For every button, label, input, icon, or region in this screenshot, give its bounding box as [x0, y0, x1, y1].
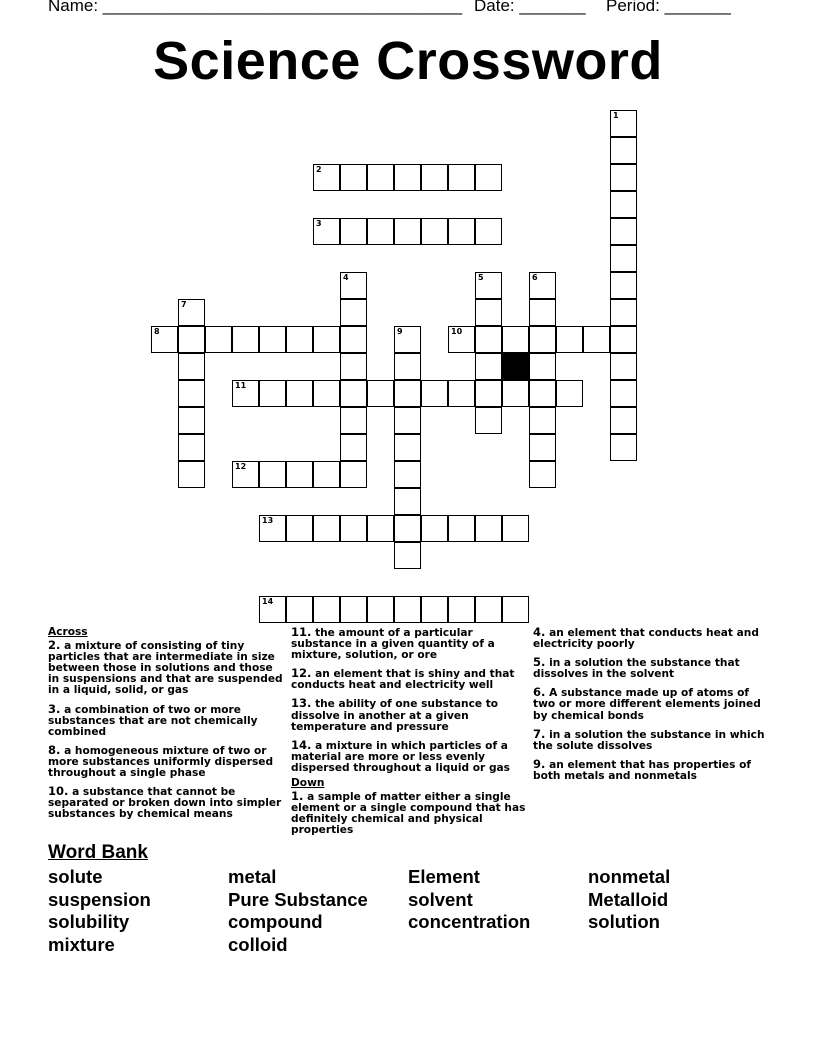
crossword-cell[interactable] — [367, 596, 394, 623]
crossword-cell[interactable] — [394, 164, 421, 191]
clue-down-9 — [533, 756, 769, 782]
clue-number-label: 7 — [181, 300, 187, 309]
name-field[interactable]: Name: ______________________________________ — [48, 0, 463, 15]
crossword-cell[interactable] — [367, 218, 394, 245]
crossword-cell[interactable] — [610, 407, 637, 434]
clue-number: 1. — [291, 789, 304, 804]
crossword-cell[interactable] — [313, 218, 340, 245]
crossword-cell[interactable] — [448, 164, 475, 191]
clue-number-label: 4 — [343, 273, 349, 282]
crossword-cell[interactable] — [313, 380, 340, 407]
clue-number-label: 11 — [235, 381, 247, 390]
crossword-cell[interactable] — [232, 326, 259, 353]
clue-number: 5. — [533, 655, 546, 670]
crossword-cell[interactable] — [610, 434, 637, 461]
clue-across-12 — [291, 668, 527, 691]
blocked-cell — [502, 353, 529, 380]
crossword-cell[interactable] — [610, 353, 637, 380]
crossword-cell[interactable] — [610, 245, 637, 272]
crossword-cell[interactable] — [421, 596, 448, 623]
clue-number-label: 12 — [235, 462, 247, 471]
clue-number: 9. — [533, 756, 546, 771]
crossword-cell[interactable] — [529, 434, 556, 461]
crossword-cell[interactable] — [394, 380, 421, 407]
crossword-cell[interactable] — [178, 353, 205, 380]
clue-number: 4. — [533, 625, 546, 639]
crossword-cell[interactable] — [502, 380, 529, 407]
crossword-cell[interactable] — [286, 515, 313, 542]
crossword-cell[interactable] — [313, 461, 340, 488]
clue-text: a mixture of consisting of tiny particles that are intermediate in size between those in solutions and those in suspensions and that are suspended in a liquid, solid, or gas — [48, 640, 283, 697]
crossword-cell[interactable] — [475, 326, 502, 353]
crossword-cell[interactable] — [448, 596, 475, 623]
crossword-cell[interactable] — [340, 434, 367, 461]
crossword-cell[interactable] — [340, 461, 367, 488]
crossword-cell[interactable] — [394, 542, 421, 569]
word-bank-item: solubility — [48, 911, 130, 932]
clue-down-5 — [533, 657, 769, 680]
crossword-cell[interactable] — [394, 407, 421, 434]
clue-text: an element that has properties of both metals and nonmetals — [533, 758, 751, 782]
crossword-cell[interactable] — [340, 272, 367, 299]
clue-number: 10. — [48, 784, 69, 799]
clue-text: a substance that cannot be separated or broken down into simpler substances by chemical means — [48, 786, 282, 821]
clue-text: a mixture in which particles of a material are more or less evenly dispersed throughout a liquid or gas — [291, 739, 510, 774]
crossword-cell[interactable] — [205, 326, 232, 353]
crossword-cell[interactable] — [232, 380, 259, 407]
date-field[interactable]: Date: _______ — [474, 0, 586, 15]
crossword-cell[interactable] — [259, 380, 286, 407]
crossword-cell[interactable] — [475, 596, 502, 623]
clue-number-label: 5 — [478, 273, 484, 282]
word-bank-title: Word Bank — [48, 842, 148, 863]
clue-number: 6. — [533, 685, 546, 700]
clue-number-label: 14 — [262, 597, 274, 606]
crossword-cell[interactable] — [475, 380, 502, 407]
word-bank-item: solvent — [408, 888, 473, 910]
clue-number: 14. — [291, 737, 312, 752]
crossword-cell[interactable] — [475, 353, 502, 380]
crossword-cell[interactable] — [394, 461, 421, 488]
clue-number: 2. — [48, 638, 61, 653]
clue-across-14 — [291, 737, 527, 774]
crossword-cell[interactable] — [502, 515, 529, 542]
clues-column-1 — [48, 627, 284, 827]
crossword-cell[interactable] — [610, 137, 637, 164]
word-bank-item: mixture — [48, 933, 115, 955]
crossword-cell[interactable] — [394, 515, 421, 542]
crossword-cell[interactable] — [475, 407, 502, 434]
clue-across-8 — [48, 742, 284, 780]
crossword-cell[interactable] — [286, 380, 313, 407]
clue-across-3 — [48, 701, 284, 738]
word-bank-item: solute — [48, 866, 103, 887]
crossword-cell[interactable] — [529, 326, 556, 353]
word-bank-item: Metalloid — [588, 888, 669, 910]
clue-down-6 — [533, 687, 769, 721]
clue-number-label: 9 — [397, 327, 403, 336]
crossword-cell[interactable] — [394, 488, 421, 515]
crossword-cell[interactable] — [367, 515, 394, 542]
crossword-cell[interactable] — [394, 434, 421, 461]
clue-number: 8. — [48, 742, 61, 757]
crossword-cell[interactable] — [475, 299, 502, 326]
crossword-cell[interactable] — [286, 326, 313, 353]
crossword-cell[interactable] — [394, 218, 421, 245]
crossword-cell[interactable] — [259, 596, 286, 623]
word-bank-item: Pure Substance — [228, 888, 368, 910]
crossword-cell[interactable] — [259, 461, 286, 488]
clue-down-1 — [291, 791, 527, 836]
word-bank-item: solution — [588, 911, 660, 932]
crossword-cell[interactable] — [340, 515, 367, 542]
crossword-cell[interactable] — [259, 515, 286, 542]
clue-across-10 — [48, 786, 284, 820]
crossword-cell[interactable] — [394, 596, 421, 623]
clue-text: in a solution the substance that dissolves in the solvent — [533, 657, 740, 681]
clue-number-label: 2 — [316, 165, 322, 174]
crossword-cell[interactable] — [421, 380, 448, 407]
word-bank-item: concentration — [408, 911, 531, 932]
clue-across-2 — [48, 640, 284, 696]
clue-down-4 — [533, 627, 769, 650]
crossword-cell[interactable] — [448, 326, 475, 353]
crossword-cell[interactable] — [340, 164, 367, 191]
crossword-cell[interactable] — [313, 596, 340, 623]
clue-number: 13. — [291, 696, 312, 711]
crossword-cell[interactable] — [610, 326, 637, 353]
clues-column-3 — [533, 627, 769, 789]
clue-across-13 — [291, 698, 527, 732]
crossword-cell[interactable] — [610, 380, 637, 407]
crossword-cell[interactable] — [610, 272, 637, 299]
clue-text: a homogeneous mixture of two or more substances uniformly dispersed throughout a single phase — [48, 744, 274, 780]
clue-text: an element that is shiny and that conducts heat and electricity well — [291, 668, 515, 692]
crossword-cell[interactable] — [529, 380, 556, 407]
crossword-cell[interactable] — [421, 515, 448, 542]
crossword-cell[interactable] — [448, 218, 475, 245]
crossword-cell[interactable] — [313, 326, 340, 353]
crossword-cell[interactable] — [367, 380, 394, 407]
word-bank-item: suspension — [48, 888, 151, 910]
crossword-cell[interactable] — [556, 326, 583, 353]
crossword-cell[interactable] — [286, 596, 313, 623]
crossword-cell[interactable] — [340, 380, 367, 407]
clue-number: 3. — [48, 701, 61, 716]
clue-text: an element that conducts heat and electricity poorly — [533, 627, 759, 651]
crossword-cell[interactable] — [340, 299, 367, 326]
crossword-cell[interactable] — [151, 326, 178, 353]
crossword-cell[interactable] — [394, 353, 421, 380]
down-heading: Down — [291, 777, 325, 790]
crossword-cell[interactable] — [394, 326, 421, 353]
crossword-cell[interactable] — [610, 218, 637, 245]
clue-number-label: 13 — [262, 516, 274, 525]
clue-number-label: 10 — [451, 327, 463, 336]
crossword-cell[interactable] — [529, 272, 556, 299]
clues-column-2 — [291, 627, 527, 844]
period-field[interactable]: Period: _______ — [606, 0, 731, 15]
crossword-cell[interactable] — [232, 461, 259, 488]
crossword-cell[interactable] — [340, 326, 367, 353]
crossword-cell[interactable] — [340, 407, 367, 434]
crossword-cell[interactable] — [421, 218, 448, 245]
crossword-cell[interactable] — [529, 461, 556, 488]
clue-text: A substance made up of atoms of two or more different elements joined by chemical bonds — [533, 687, 761, 722]
crossword-cell[interactable] — [313, 515, 340, 542]
clue-number-label: 6 — [532, 273, 538, 282]
crossword-cell[interactable] — [475, 164, 502, 191]
clue-number-label: 8 — [154, 327, 160, 336]
crossword-cell[interactable] — [340, 596, 367, 623]
crossword-cell[interactable] — [529, 407, 556, 434]
clue-number-label: 1 — [613, 111, 619, 120]
crossword-cell[interactable] — [178, 299, 205, 326]
crossword-cell[interactable] — [178, 434, 205, 461]
crossword-cell[interactable] — [529, 353, 556, 380]
crossword-cell[interactable] — [286, 461, 313, 488]
clue-text: a combination of two or more substances that are not chemically combined — [48, 703, 258, 738]
crossword-cell[interactable] — [421, 164, 448, 191]
crossword-cell[interactable] — [610, 164, 637, 191]
word-bank-item: Element — [408, 866, 480, 887]
word-bank — [48, 842, 768, 956]
crossword-cell[interactable] — [178, 461, 205, 488]
crossword-cell[interactable] — [502, 326, 529, 353]
crossword-cell[interactable] — [475, 272, 502, 299]
crossword-cell[interactable] — [583, 326, 610, 353]
across-heading: Across — [48, 626, 88, 638]
clue-text: the amount of a particular substance in a given quantity of a mixture, solution, or ore — [291, 627, 495, 662]
word-bank-item: nonmetal — [588, 866, 671, 887]
crossword-cell[interactable] — [448, 515, 475, 542]
crossword-cell[interactable] — [610, 191, 637, 218]
clue-number: 12. — [291, 666, 312, 681]
crossword-cell[interactable] — [178, 407, 205, 434]
crossword-cell[interactable] — [556, 380, 583, 407]
clue-number: 11. — [291, 625, 312, 639]
clue-number: 7. — [533, 726, 546, 741]
clue-text: a sample of matter either a single element or a single compound that has definitely chemical and physical properties — [291, 791, 526, 837]
clue-text: in a solution the substance in which the solute dissolves — [533, 728, 765, 752]
crossword-cell[interactable] — [610, 299, 637, 326]
crossword-cell[interactable] — [259, 326, 286, 353]
clue-number-label: 3 — [316, 219, 322, 228]
word-bank-item: compound — [228, 911, 323, 932]
crossword-cell[interactable] — [340, 353, 367, 380]
crossword-cell[interactable] — [340, 218, 367, 245]
crossword-cell[interactable] — [475, 218, 502, 245]
crossword-cell[interactable] — [178, 380, 205, 407]
word-bank-item: metal — [228, 866, 277, 887]
clue-down-7 — [533, 726, 769, 752]
crossword-cell[interactable] — [610, 110, 637, 137]
crossword-cell[interactable] — [367, 164, 394, 191]
crossword-cell[interactable] — [475, 515, 502, 542]
word-bank-list — [48, 866, 768, 956]
crossword-cell[interactable] — [313, 164, 340, 191]
crossword-cell[interactable] — [502, 596, 529, 623]
clue-across-11 — [291, 627, 527, 661]
page-title: Science Crossword — [153, 31, 663, 91]
crossword-cell[interactable] — [529, 299, 556, 326]
word-bank-item: colloid — [228, 933, 288, 955]
crossword-cell[interactable] — [448, 380, 475, 407]
crossword-cell[interactable] — [178, 326, 205, 353]
clue-text: the ability of one substance to dissolve in another at a given temperature and pressure — [291, 698, 499, 733]
